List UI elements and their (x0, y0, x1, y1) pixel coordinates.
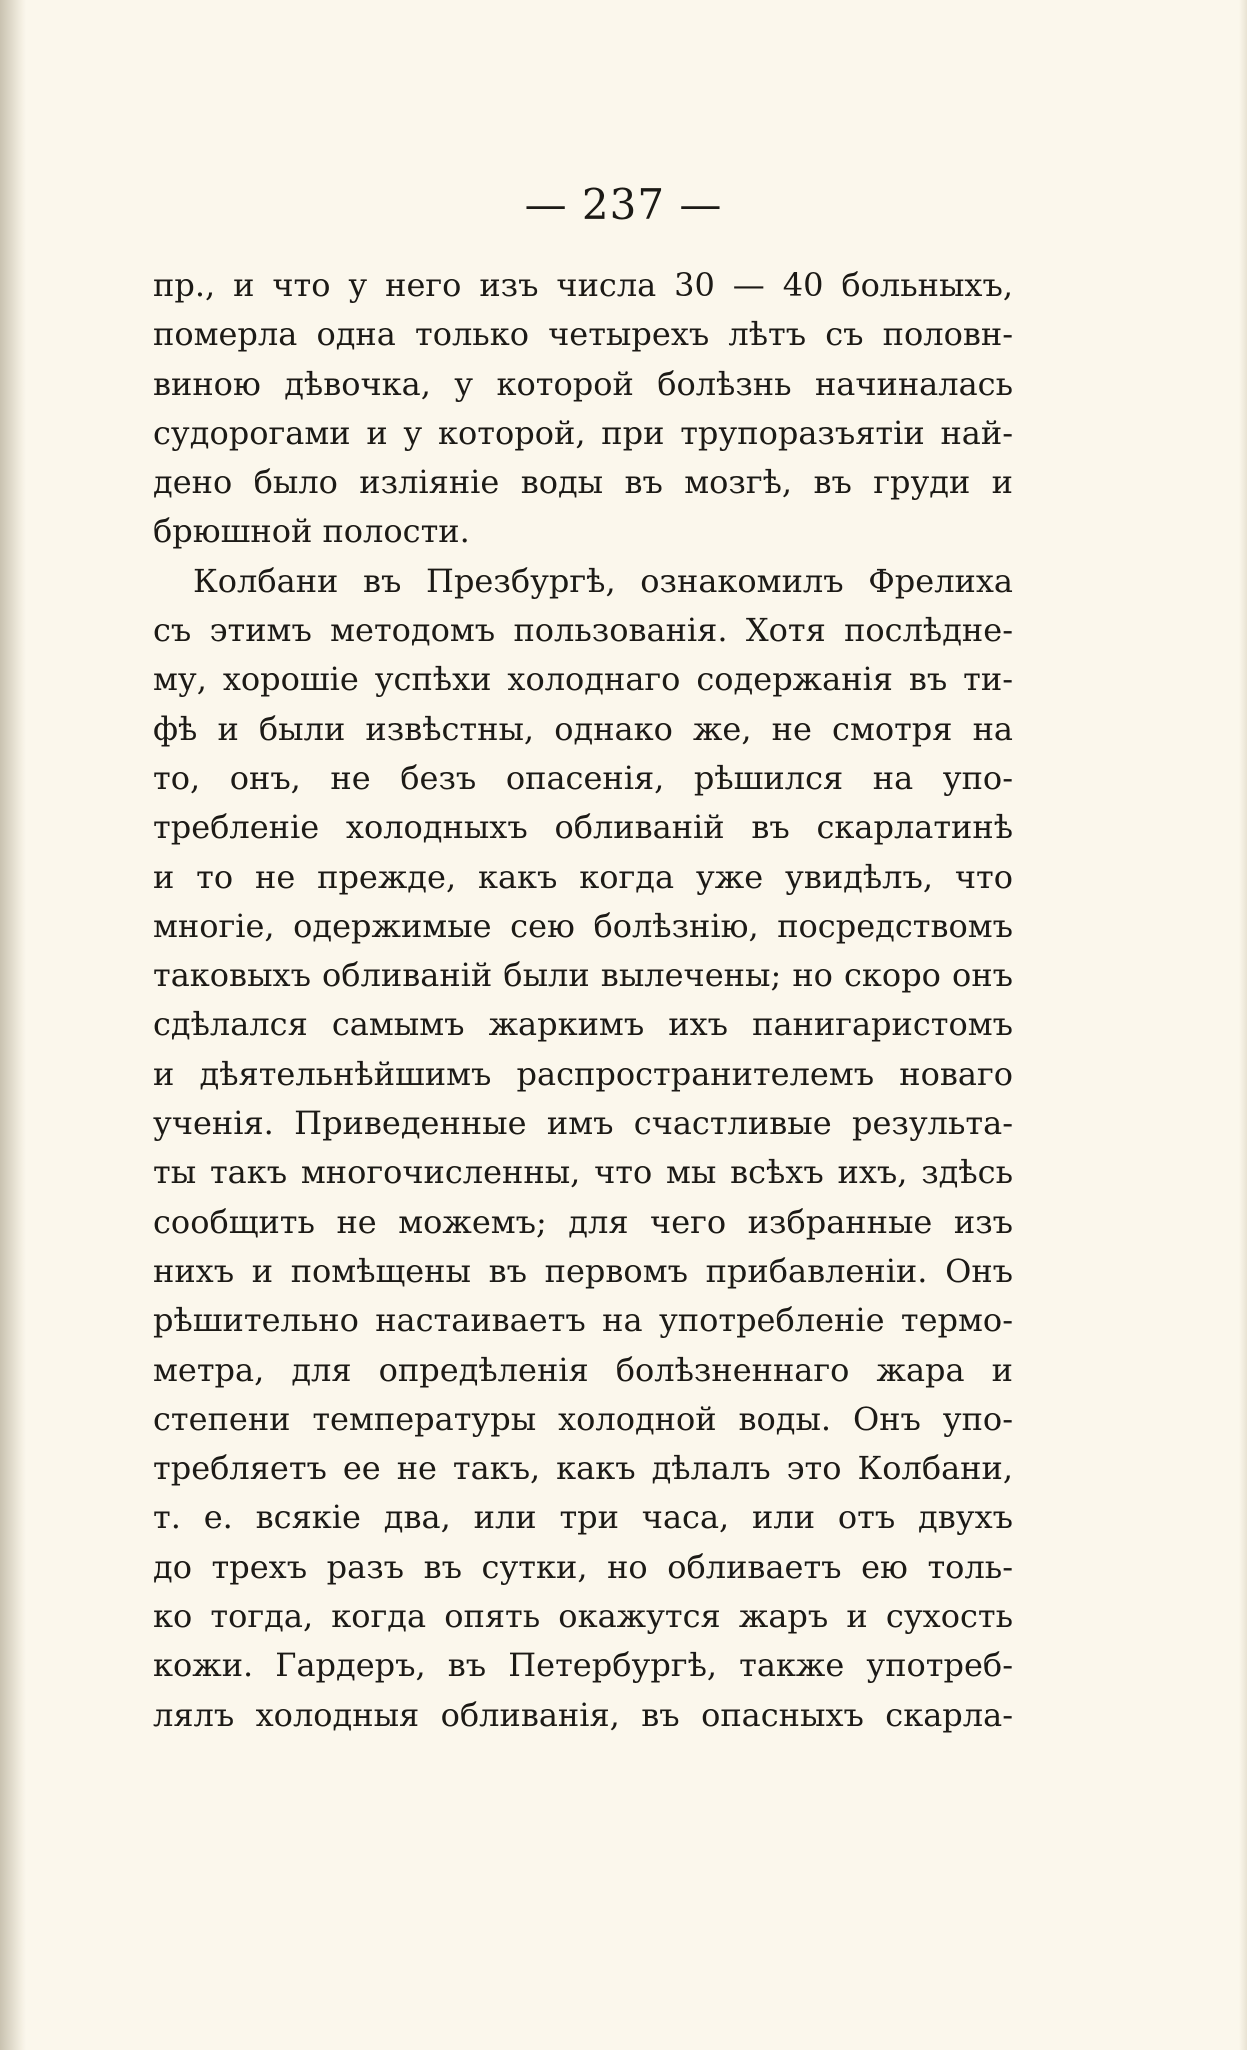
text-line: метра, для опредѣленія болѣзненнаго жара и (153, 1350, 1013, 1389)
text-line: кожи. Гардеръ, въ Петербургѣ, также употреб- (153, 1646, 1013, 1685)
page-number: — 237 — (524, 180, 723, 229)
text-line: сдѣлался самымъ жаркимъ ихъ панигаристомъ (153, 1005, 1013, 1044)
page-gutter-shadow (0, 0, 26, 2050)
text-line: и то не прежде, какъ когда уже увидѣлъ, что (153, 857, 1013, 896)
text-line: лялъ холодныя обливанія, въ опасныхъ скарла- (153, 1695, 1013, 1734)
text-line: ученія. Приведенные имъ счастливые результа- (153, 1104, 1013, 1143)
text-line: то, онъ, не безъ опасенія, рѣшился на упо- (153, 758, 1013, 797)
text-line: сообщить не можемъ; для чего избранные изъ (153, 1202, 1013, 1241)
text-line: му, хорошіе успѣхи холоднаго содержанія въ ти- (153, 660, 1013, 699)
text-line: т. е. всякіе два, или три часа, или отъ двухъ (153, 1498, 1013, 1537)
text-line: требленіе холодныхъ обливаній въ скарлатинѣ (153, 808, 1013, 847)
text-line: требляетъ ее не такъ, какъ дѣлалъ это Колбани, (153, 1449, 1013, 1488)
text-line: и дѣятельнѣйшимъ распространителемъ новаго (153, 1054, 1013, 1093)
text-line: многіе, одержимые сею болѣзнію, посредствомъ (153, 906, 1013, 945)
text-line: съ этимъ методомъ пользованія. Хотя послѣдне- (153, 611, 1013, 650)
text-line: Колбани въ Презбургѣ, ознакомилъ Фрелиха (193, 561, 1013, 600)
text-line: нихъ и помѣщены въ первомъ прибавленіи. Онъ (153, 1251, 1013, 1290)
text-line: пр., и что у него изъ числа 30 — 40 больныхъ, (153, 266, 1013, 304)
text-line: виною дѣвочка, у которой болѣзнь начиналась (153, 364, 1013, 403)
body-text (153, 261, 1013, 1740)
page-edge-shadow (1239, 0, 1247, 2050)
text-line: рѣшительно настаиваетъ на употребленіе термо- (153, 1301, 1013, 1340)
text-line: судорогами и у которой, при трупоразъятіи най- (153, 413, 1013, 452)
text-line: дено было изліяніе воды въ мозгѣ, въ груди и (153, 463, 1013, 502)
text-line: фѣ и были извѣстны, однако же, не смотря на (153, 709, 1013, 748)
text-line: померла одна только четырехъ лѣтъ съ половн- (153, 315, 1013, 354)
text-line: таковыхъ обливаній были вылечены; но скоро онъ (153, 956, 1013, 995)
text-line: до трехъ разъ въ сутки, но обливаетъ ею толь- (153, 1547, 1013, 1586)
text-line: ты такъ многочисленны, что мы всѣхъ ихъ, здѣсь (153, 1153, 1013, 1192)
text-line: ко тогда, когда опять окажутся жаръ и сухость (153, 1597, 1013, 1636)
text-line: брюшной полости. (153, 512, 470, 551)
text-line: степени температуры холодной воды. Онъ упо- (153, 1399, 1013, 1438)
